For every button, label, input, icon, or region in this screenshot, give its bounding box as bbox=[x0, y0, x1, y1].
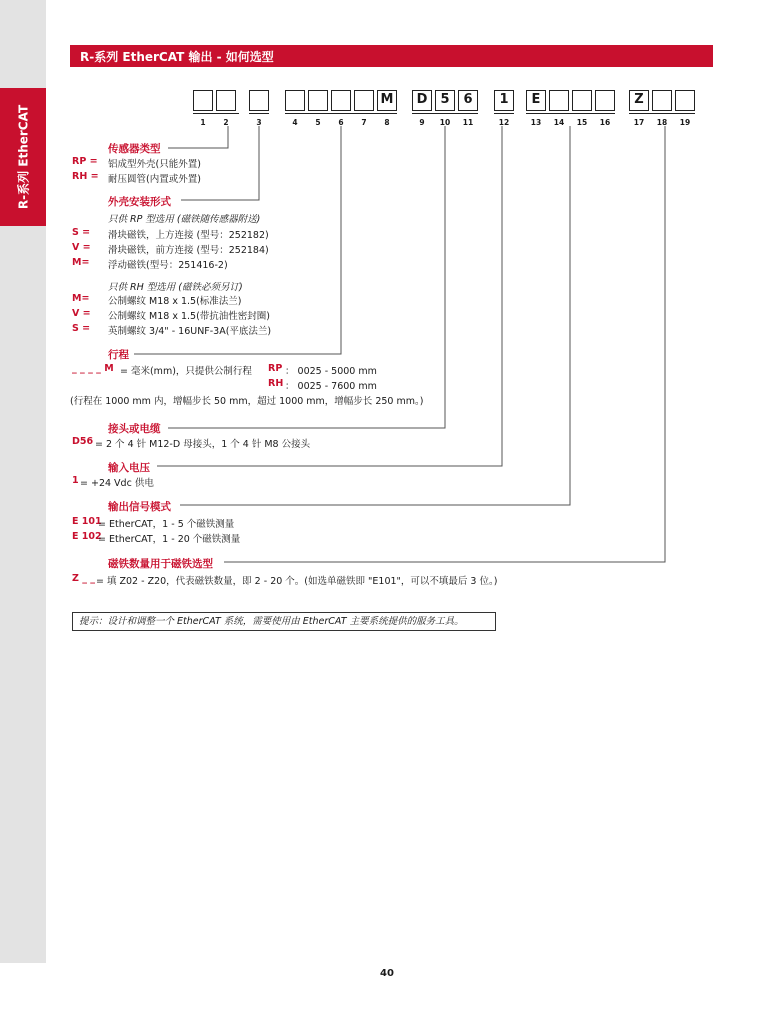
mounting-rh-code-s: S = bbox=[72, 323, 91, 334]
mounting-rh-text-v: 公制螺纹 M18 x 1.5(带抗油性密封圈) bbox=[108, 311, 270, 322]
magnets-text: = 填 Z02 - Z20，代表磁铁数量，即 2 - 20 个。(如选单磁铁即 "E101"，可以不填最后 3 位。) bbox=[96, 576, 498, 587]
mounting-rp-text-v: 滑块磁铁，前方连接 (型号：252184) bbox=[108, 245, 269, 256]
position-number: 19 bbox=[679, 118, 691, 127]
mounting-rh-text-s: 英制螺纹 3/4" - 16UNF-3A(平底法兰) bbox=[108, 326, 272, 337]
connector-code: D56 bbox=[72, 436, 94, 447]
output-code-e101: E 101 bbox=[72, 516, 102, 527]
voltage-text: = +24 Vdc 供电 bbox=[80, 478, 154, 489]
section-title-output: 输出信号模式 bbox=[108, 501, 171, 513]
position-number: 10 bbox=[439, 118, 451, 127]
stroke-code: _ _ _ _ M bbox=[72, 363, 114, 374]
output-text-e102: = EtherCAT，1 - 20 个磁铁测量 bbox=[98, 534, 241, 545]
position-number: 11 bbox=[462, 118, 474, 127]
connector-text: = 2 个 4 针 M12-D 母接头，1 个 4 针 M8 公接头 bbox=[95, 439, 311, 450]
sensor-text-rp: 铝成型外壳(只能外置) bbox=[108, 159, 201, 170]
position-number: 17 bbox=[633, 118, 645, 127]
page-title: R-系列 EtherCAT 输出 - 如何选型 bbox=[80, 50, 274, 64]
connector-line-sensor bbox=[168, 126, 228, 148]
mounting-rh-text-m: 公制螺纹 M18 x 1.5(标准法兰) bbox=[108, 296, 242, 307]
code-box: 1 bbox=[494, 90, 514, 111]
position-number: 7 bbox=[361, 118, 367, 127]
mounting-rp-note: 只供 RP 型选用 (磁铁随传感器附送) bbox=[108, 214, 261, 225]
section-title-sensor: 传感器类型 bbox=[108, 143, 161, 155]
code-box: M bbox=[377, 90, 397, 111]
stroke-rh-code: RH bbox=[268, 378, 284, 389]
position-number: 12 bbox=[498, 118, 510, 127]
mounting-rh-code-m: M= bbox=[72, 293, 90, 304]
mounting-rp-text-s: 滑块磁铁，上方连接 (型号：252182) bbox=[108, 230, 269, 241]
stroke-note: (行程在 1000 mm 内，增幅步长 50 mm，超过 1000 mm，增幅步长 250 mm。) bbox=[70, 396, 424, 407]
position-number: 9 bbox=[419, 118, 425, 127]
mounting-rh-code-v: V = bbox=[72, 308, 91, 319]
output-code-e102: E 102 bbox=[72, 531, 102, 542]
output-text-e101: = EtherCAT，1 - 5 个磁铁测量 bbox=[98, 519, 235, 530]
code-box: D bbox=[412, 90, 432, 111]
code-box: Z bbox=[629, 90, 649, 111]
mounting-rp-text-m: 浮动磁铁(型号：251416-2) bbox=[108, 260, 228, 271]
code-box: 5 bbox=[435, 90, 455, 111]
stroke-rp-range: ： 0025 - 5000 mm bbox=[285, 366, 377, 377]
position-number: 8 bbox=[384, 118, 390, 127]
position-number: 2 bbox=[223, 118, 229, 127]
voltage-code: 1 bbox=[72, 475, 79, 486]
sensor-text-rh: 耐压圆管(内置或外置) bbox=[108, 174, 201, 185]
position-number: 3 bbox=[256, 118, 262, 127]
mounting-rp-code-s: S = bbox=[72, 227, 91, 238]
mounting-rh-note: 只供 RH 型选用 (磁铁必须另订) bbox=[108, 282, 243, 293]
position-number: 5 bbox=[315, 118, 321, 127]
sensor-code-rp: RP = bbox=[72, 156, 98, 167]
section-title-magnets: 磁铁数量用于磁铁选型 bbox=[108, 558, 213, 570]
code-box: E bbox=[526, 90, 546, 111]
position-number: 15 bbox=[576, 118, 588, 127]
magnets-code: Z _ _ bbox=[72, 573, 96, 584]
mounting-rp-code-m: M= bbox=[72, 257, 90, 268]
section-title-voltage: 输入电压 bbox=[108, 462, 150, 474]
section-title-stroke: 行程 bbox=[108, 349, 129, 361]
section-title-mounting: 外壳安装形式 bbox=[108, 196, 171, 208]
code-box: 6 bbox=[458, 90, 478, 111]
sensor-code-rh: RH = bbox=[72, 171, 99, 182]
position-number: 18 bbox=[656, 118, 668, 127]
position-number: 16 bbox=[599, 118, 611, 127]
position-number: 1 bbox=[200, 118, 206, 127]
position-number: 14 bbox=[553, 118, 565, 127]
position-number: 4 bbox=[292, 118, 298, 127]
mounting-rp-code-v: V = bbox=[72, 242, 91, 253]
stroke-rh-range: ： 0025 - 7600 mm bbox=[285, 381, 377, 392]
sidebar-tab-label: R-系列 EtherCAT bbox=[16, 104, 31, 210]
tip-box: 提示：设计和调整一个 EtherCAT 系统，需要使用由 EtherCAT 主要系统提供的服务工具。 bbox=[72, 612, 496, 631]
position-number: 13 bbox=[530, 118, 542, 127]
section-title-connector: 接头或电缆 bbox=[108, 423, 161, 435]
page-number: 40 bbox=[380, 968, 394, 979]
position-number: 6 bbox=[338, 118, 344, 127]
stroke-text: = 毫米(mm)，只提供公制行程 bbox=[120, 366, 252, 377]
stroke-rp-code: RP bbox=[268, 363, 283, 374]
